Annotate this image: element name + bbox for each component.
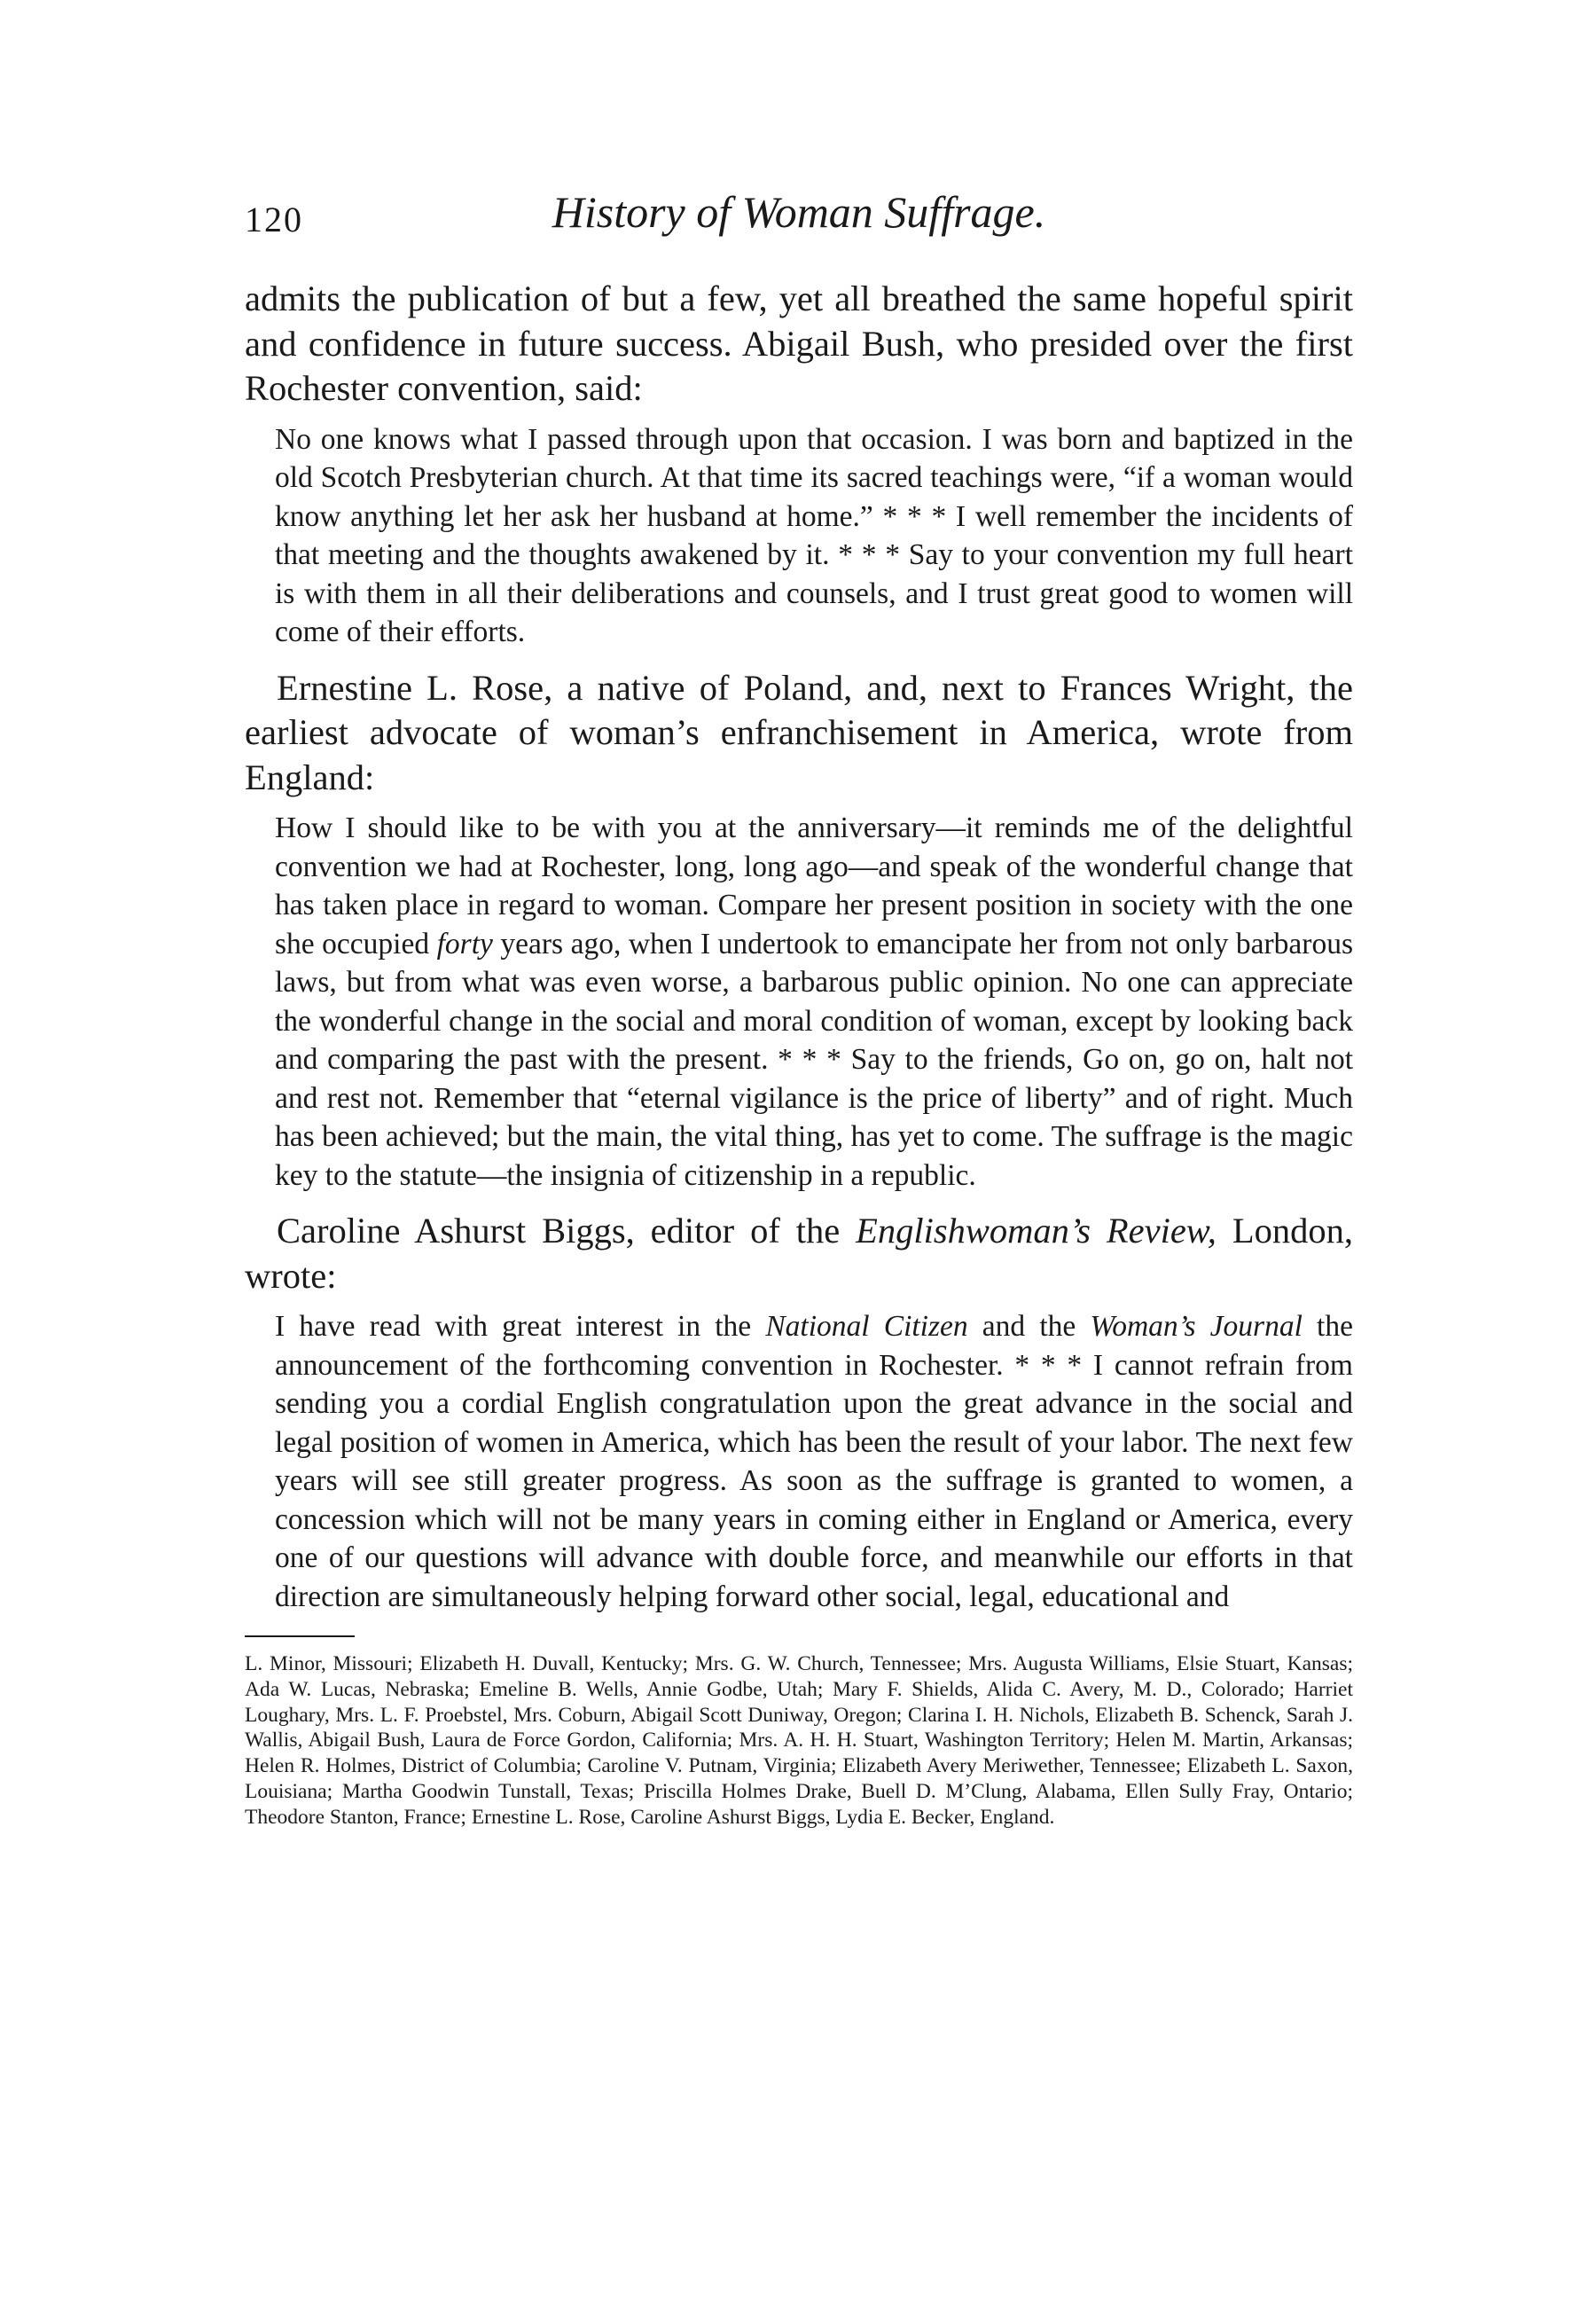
italic-word-forty: forty (436, 927, 493, 960)
paragraph-ernestine-rose-intro: Ernestine L. Rose, a native of Poland, and, next to Frances Wright, the earliest advocate of woman’s enfranchisement in America, wrote from England: (245, 667, 1353, 797)
quote-caroline-biggs (245, 1307, 1353, 1616)
paragraph-caroline-biggs-intro (245, 1209, 1353, 1298)
quote-text-part: How I should like to be with you at the anniversary—it reminds me of the delightful convention we had at Rochester, long, long ago—and speak of the wonderful change that has taken place in regard to woman. Compare her present position in society with the one she occupied (275, 812, 1353, 960)
page-number: 120 (245, 200, 303, 239)
quote-text-part: I have read with great interest in the (275, 1310, 766, 1343)
publication-title-womans-journal: Woman’s Journal (1090, 1310, 1303, 1343)
quote-text-part: the announcement of the forthcoming convention in Rochester. * * * I cannot refrain from sending you a cordial English congratulation upon the great advance in the social and legal position of women in America, which has been the result of your labor. The next few years will see still greater progress. As soon as the suffrage is granted to women, a concession which will not be many years in coming either in England or America, every one of our questions will advance with double force, and meanwhile our efforts in that direction are simultaneously helping forward other social, legal, educational and (275, 1310, 1353, 1613)
publication-title-national-citizen: National Citizen (765, 1310, 968, 1343)
quote-text-part: years ago, when I undertook to emancipate her from not only barbarous laws, but from what was even worse, a barbarous public opinion. No one can appreciate the wonderful change in the social and moral condition of woman, except by looking back and comparing the past with the present. * * * Say to the friends, Go on, go on, halt not and rest not. Remember that “eternal vigilance is the price of liberty” and of right. Much has been achieved; but the main, the vital thing, has yet to come. The suffrage is the magic key to the statute—the insignia of citizenship in a republic. (275, 927, 1353, 1192)
quote-text-part: and the (967, 1310, 1091, 1343)
running-title: History of Woman Suffrage. (552, 187, 1046, 237)
quote-ernestine-rose (245, 809, 1353, 1195)
publication-title-englishwomans-review: Englishwoman’s Review, (856, 1211, 1217, 1251)
quote-abigail-bush: No one knows what I passed through upon that occasion. I was born and baptized in the old Scotch Presbyterian church. At that time its sacred teachings were, “if a woman would know anything let her ask her husband at home.” * * * I well remember the incidents of that meeting and the thoughts awakened by it. * * * Say to your convention my full heart is with them in all their deliberations and counsels, and I trust great good to women will come of their efforts. (275, 422, 1353, 648)
footnote-divider (245, 1635, 355, 1637)
intro-text-part: Caroline Ashurst Biggs, editor of the (277, 1211, 857, 1251)
running-head (245, 186, 1353, 254)
book-page (245, 186, 1353, 1831)
footnote: L. Minor, Missouri; Elizabeth H. Duvall, Kentucky; Mrs. G. W. Church, Tennessee; Mrs. Augusta Williams, Elsie Stuart, Kansas; Ada W. Lucas, Nebraska; Emeline B. Wells, Annie Godbe, Utah; Mary F. Shields, Alida C. Avery, M. D., Colorado; Harriet Loughary, Mrs. L. F. Proebstel, Mrs. Coburn, Abigail Scott Duniway, Oregon; Clarina I. H. Nichols, Elizabeth B. Schenck, Sarah J. Wallis, Abigail Bush, Laura de Force Gordon, California; Mrs. A. H. H. Stuart, Washington Territory; Helen M. Martin, Arkansas; Helen R. Holmes, District of Columbia; Caroline V. Putnam, Virginia; Elizabeth Avery Meriwether, Tennessee; Elizabeth L. Saxon, Louisiana; Martha Goodwin Tunstall, Texas; Priscilla Holmes Drake, Buell D. M’Clung, Alabama, Ellen Sully Fray, Ontario; Theodore Stanton, France; Ernestine L. Rose, Caroline Ashurst Biggs, Lydia E. Becker, England. (245, 1652, 1353, 1829)
paragraph-abigail-bush-intro: admits the publication of but a few, yet all breathed the same hopeful spirit and confidence in future success. Abigail Bush, who presided over the first Rochester convention, said: (245, 278, 1353, 408)
intro-text-part: London, wrote: (245, 1211, 1353, 1296)
